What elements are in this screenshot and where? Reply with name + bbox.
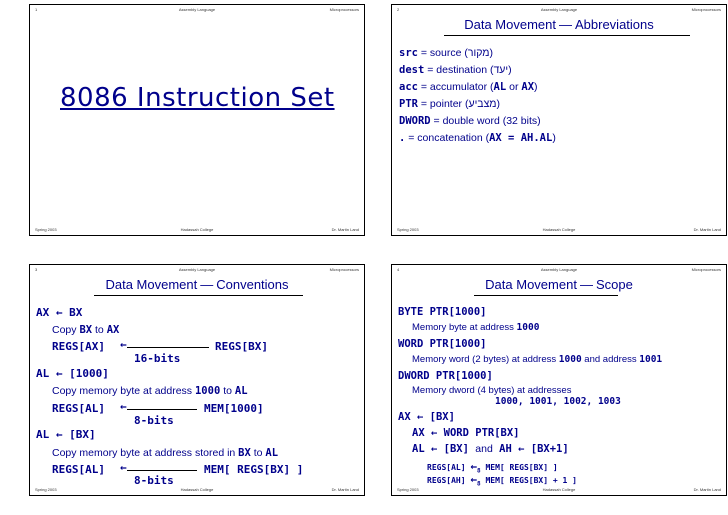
mem-regs-bx: MEM[ REGS[BX] ] bbox=[204, 463, 304, 476]
title-main: Data Movement bbox=[464, 17, 556, 32]
dword-addresses: 1000, 1001, 1002, 1003 bbox=[495, 396, 621, 407]
rule-al-bx: AL ← [BX] bbox=[36, 428, 96, 441]
footer-semester: Spring 2003 bbox=[397, 487, 419, 492]
desc-copy-1000: Copy memory byte at address 1000 to AL bbox=[52, 385, 248, 397]
regs-ah-mem: REGS[AH] $\leftarrow_8$ MEM[ REGS[BX] + 1 ] bbox=[427, 473, 577, 488]
rule-ax-word-ptr: AX ← WORD PTR[BX] bbox=[412, 427, 520, 439]
rule-ax-bx: AX ← BX bbox=[36, 306, 83, 319]
bits-label: 16-bits bbox=[134, 352, 181, 365]
footer-college: Hadassah College bbox=[542, 487, 576, 492]
title-sub: Abbreviations bbox=[574, 17, 654, 32]
subscript-8: 8 bbox=[476, 480, 481, 488]
course-name: Assembly Language bbox=[178, 267, 216, 272]
slide-number: 1 bbox=[35, 7, 38, 12]
abbr-row-src: src = source (מקור) bbox=[399, 47, 494, 59]
left-arrow-icon: ← bbox=[430, 427, 438, 439]
slide-2 bbox=[391, 4, 727, 236]
abbr-row-dest: dest = destination (יעד) bbox=[399, 64, 512, 76]
subject-name: Microprocessors bbox=[329, 7, 359, 12]
title-sub: Conventions bbox=[216, 277, 289, 292]
abbr-row-acc: acc = accumulator (AL or AX) bbox=[399, 81, 538, 93]
slide-number: 2 bbox=[397, 7, 400, 12]
arrow-shaft bbox=[127, 470, 197, 471]
left-arrow-icon: ← bbox=[518, 443, 525, 455]
course-name: Assembly Language bbox=[540, 267, 578, 272]
course-name: Assembly Language bbox=[178, 7, 216, 12]
rule-al-1000: AL ← [1000] bbox=[36, 367, 109, 380]
mem-1000: MEM[1000] bbox=[204, 402, 264, 415]
page-title: 8086 Instruction Set bbox=[60, 83, 335, 113]
footer-author: Dr. Martin Land bbox=[331, 487, 359, 492]
arrow-shaft bbox=[127, 347, 209, 348]
regs-al-mem: REGS[AL] $\leftarrow_8$ MEM[ REGS[BX] ] bbox=[427, 460, 558, 475]
slide-header bbox=[30, 265, 364, 275]
regs-ax: REGS[AX] bbox=[52, 340, 105, 353]
subject-name: Microprocessors bbox=[691, 7, 721, 12]
title-underline bbox=[94, 295, 303, 296]
slide-title: Data Movement — Scope bbox=[485, 277, 633, 292]
slide-footer bbox=[30, 225, 364, 235]
subject-name: Microprocessors bbox=[329, 267, 359, 272]
regs-al: REGS[AL] bbox=[52, 402, 105, 415]
bits-label: 8-bits bbox=[134, 474, 174, 487]
footer-college: Hadassah College bbox=[180, 227, 214, 232]
left-arrow-icon: ← bbox=[120, 400, 127, 413]
slide-1 bbox=[29, 4, 365, 236]
abbr-row-dword: DWORD = double word (32 bits) bbox=[399, 115, 541, 127]
title-underline bbox=[444, 35, 690, 36]
subject-name: Microprocessors bbox=[691, 267, 721, 272]
left-arrow-icon: ← bbox=[55, 428, 63, 441]
slide-4 bbox=[391, 264, 727, 496]
word-desc: Memory word (2 bytes) at address 1000 and address 1001 bbox=[412, 354, 663, 365]
footer-college: Hadassah College bbox=[542, 227, 576, 232]
slide-header bbox=[30, 5, 364, 15]
slide-footer bbox=[392, 225, 726, 235]
subscript-8: 8 bbox=[476, 467, 481, 475]
byte-desc: Memory byte at address 1000 bbox=[412, 322, 540, 333]
slide-header bbox=[392, 265, 726, 275]
footer-semester: Spring 2003 bbox=[35, 487, 57, 492]
left-arrow-icon: ← bbox=[120, 461, 127, 474]
abbr-row-ptr: PTR = pointer (מצביע) bbox=[399, 98, 501, 110]
slide-number: 4 bbox=[397, 267, 400, 272]
title-sub: Scope bbox=[595, 277, 633, 292]
title-underline bbox=[474, 295, 618, 296]
title-main: Data Movement bbox=[105, 277, 198, 292]
desc-copy-bx-addr: Copy memory byte at address stored in BX to AL bbox=[52, 447, 279, 459]
footer-author: Dr. Martin Land bbox=[331, 227, 359, 232]
footer-author: Dr. Martin Land bbox=[693, 227, 721, 232]
byte-ptr: BYTE PTR[1000] bbox=[398, 306, 487, 318]
footer-author: Dr. Martin Land bbox=[693, 487, 721, 492]
footer-semester: Spring 2003 bbox=[35, 227, 57, 232]
dword-desc: Memory dword (4 bytes) at addresses bbox=[412, 385, 572, 396]
left-arrow-icon: ← bbox=[120, 338, 127, 351]
regs-bx: REGS[BX] bbox=[215, 340, 268, 353]
left-arrow-icon: ← bbox=[470, 473, 477, 486]
slide-3 bbox=[29, 264, 365, 496]
word-ptr: WORD PTR[1000] bbox=[398, 338, 487, 350]
slide-header bbox=[392, 5, 726, 15]
desc-copy-bx: Copy BX to AX bbox=[52, 324, 120, 336]
slide-number: 3 bbox=[35, 267, 38, 272]
left-arrow-icon: ← bbox=[430, 443, 438, 455]
left-arrow-icon: ← bbox=[55, 306, 63, 319]
left-arrow-icon: ← bbox=[416, 411, 424, 423]
title-main: Data Movement bbox=[485, 277, 577, 292]
left-arrow-icon: ← bbox=[470, 460, 477, 473]
bits-label: 8-bits bbox=[134, 414, 174, 427]
slide-footer bbox=[392, 485, 726, 495]
arrow-shaft bbox=[127, 409, 197, 410]
left-arrow-icon: ← bbox=[55, 367, 63, 380]
regs-al: REGS[AL] bbox=[52, 463, 105, 476]
dword-ptr: DWORD PTR[1000] bbox=[398, 370, 493, 382]
course-name: Assembly Language bbox=[540, 7, 578, 12]
footer-college: Hadassah College bbox=[180, 487, 214, 492]
rule-ax-bx: AX ← [BX] bbox=[398, 411, 455, 423]
footer-semester: Spring 2003 bbox=[397, 227, 419, 232]
slide-title: Data Movement — Conventions bbox=[105, 277, 289, 292]
rule-al-ah: AL ← [BX] and AH ← [BX+1] bbox=[412, 443, 569, 455]
slide-footer bbox=[30, 485, 364, 495]
abbr-row-concat: . = concatenation (AX = AH.AL) bbox=[399, 132, 556, 144]
slide-title: Data Movement — Abbreviations bbox=[464, 17, 654, 32]
